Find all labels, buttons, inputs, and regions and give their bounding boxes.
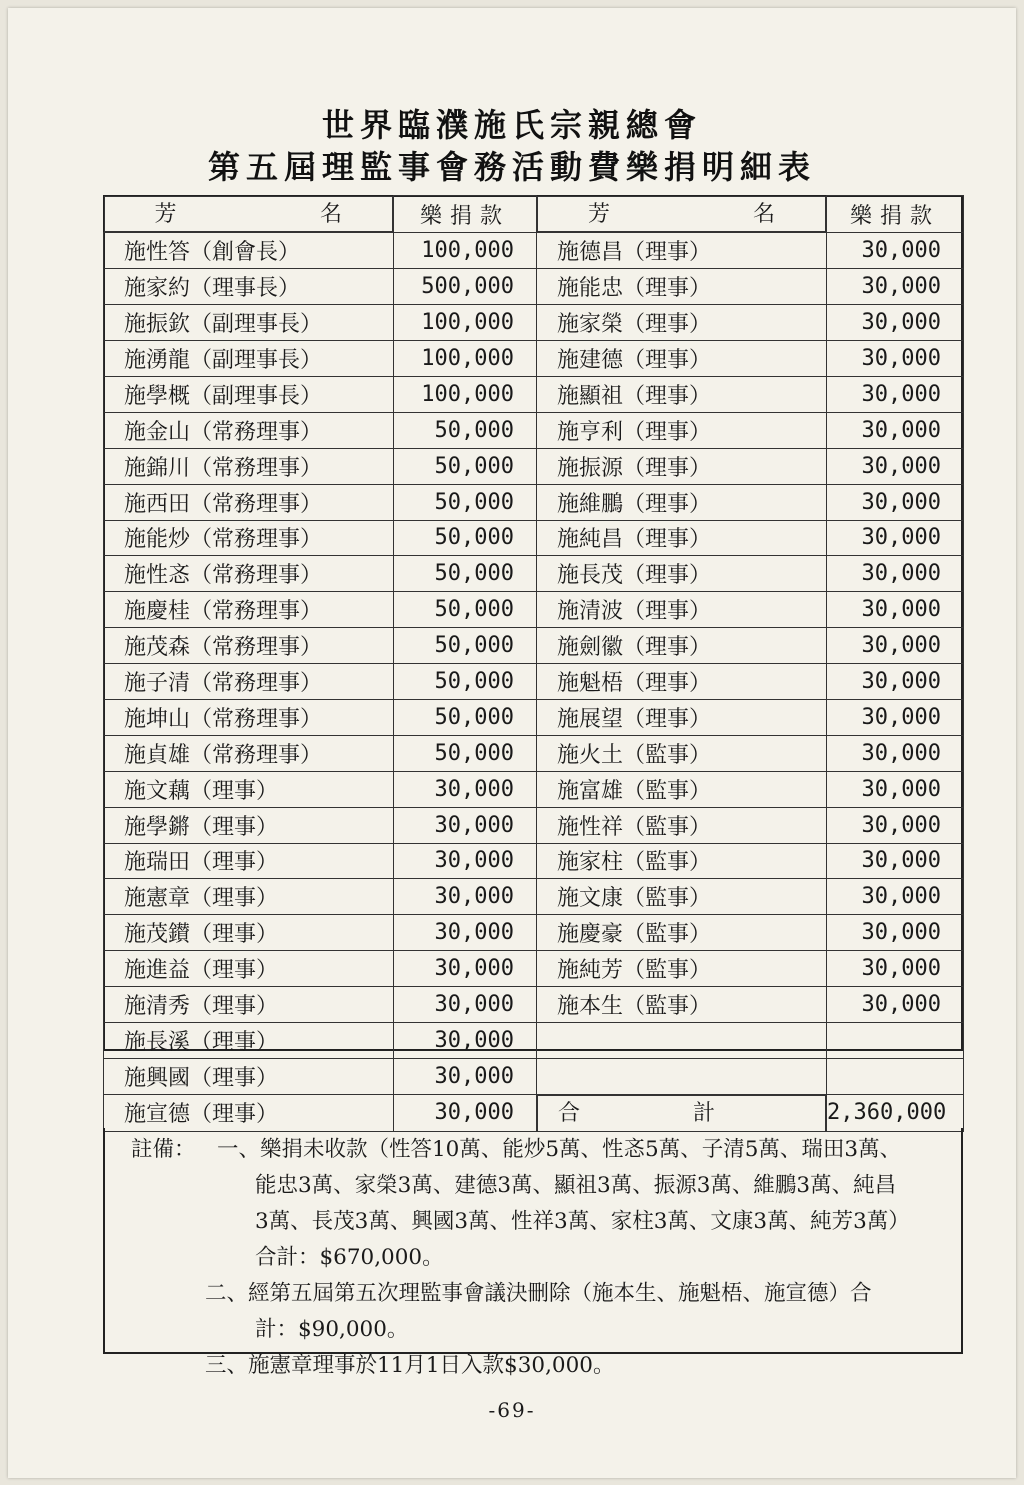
donor-name-right: 施維鵬（理事）: [537, 484, 827, 520]
donation-amount-right: 30,000: [827, 233, 964, 269]
donor-name-left: 施宣德（理事）: [104, 1094, 394, 1131]
donor-name-right: 施清波（理事）: [537, 592, 827, 628]
document-title: 世界臨濮施氏宗親總會: [321, 106, 702, 144]
donation-amount-right: 30,000: [827, 987, 964, 1023]
note-3-line-1: 三、施憲章理事於11月1日入款$30,000。: [205, 1353, 615, 1378]
table-row: [104, 484, 964, 520]
donation-amount-left: 50,000: [394, 628, 537, 664]
header-amount-right: 樂捐款: [827, 196, 964, 233]
donor-name-right: 施家柱（監事）: [537, 843, 827, 879]
document-subtitle: 第五屆理監事會務活動費樂捐明細表: [207, 148, 816, 186]
total-amount: 2,360,000: [827, 1094, 964, 1131]
donor-name-left: 施性答（創會長）: [104, 233, 394, 269]
donation-amount-left: 30,000: [394, 987, 537, 1023]
donor-name-left: 施長溪（理事）: [104, 1022, 394, 1058]
note-2-line-1: 二、經第五屆第五次理監事會議決刪除（施本生、施魁梧、施宣德）合: [205, 1281, 872, 1306]
table-row: [104, 879, 964, 915]
donor-name-left: 施錦川（常務理事）: [104, 448, 394, 484]
table-row: [104, 699, 964, 735]
donation-amount-left: 30,000: [394, 879, 537, 915]
donation-amount-left: 500,000: [394, 269, 537, 305]
table-row: [104, 1058, 964, 1094]
donation-amount-right: 30,000: [827, 951, 964, 987]
note-1-line-2: 能忠3萬、家榮3萬、建德3萬、顯祖3萬、振源3萬、維鵬3萬、純昌: [255, 1173, 897, 1198]
donor-name-right: 施振源（理事）: [537, 448, 827, 484]
donation-amount-right: 30,000: [827, 699, 964, 735]
donation-amount-left: 50,000: [394, 699, 537, 735]
donation-amount-left: 30,000: [394, 843, 537, 879]
donation-amount-left: 30,000: [394, 951, 537, 987]
donation-amount-right: 30,000: [827, 376, 964, 412]
header-name-right: 芳 名: [537, 196, 826, 233]
donor-name-left: 施性忞（常務理事）: [104, 556, 394, 592]
donor-name-left: 施家約（理事長）: [104, 269, 394, 305]
table-row: [104, 556, 964, 592]
donation-amount-right: 30,000: [827, 556, 964, 592]
donation-amount-left: 50,000: [394, 412, 537, 448]
donation-amount-right: [827, 1022, 964, 1058]
donor-name-right: 施長茂（理事）: [537, 556, 827, 592]
table-row: [104, 269, 964, 305]
donor-name-right: 施劍徽（理事）: [537, 628, 827, 664]
donation-amount-right: 30,000: [827, 484, 964, 520]
donation-amount-left: 30,000: [394, 807, 537, 843]
table-row: [104, 412, 964, 448]
table-row: [104, 341, 964, 377]
donation-amount-right: 30,000: [827, 592, 964, 628]
donor-name-left: 施貞雄（常務理事）: [104, 735, 394, 771]
donation-amount-left: 30,000: [394, 915, 537, 951]
table-row: [104, 520, 964, 556]
table-row: [104, 951, 964, 987]
note-2-line-2: 計：$90,000。: [255, 1317, 409, 1342]
donation-amount-left: 50,000: [394, 556, 537, 592]
donation-amount-right: 30,000: [827, 520, 964, 556]
donor-name-left: 施慶桂（常務理事）: [104, 592, 394, 628]
donation-amount-right: 30,000: [827, 879, 964, 915]
donation-amount-left: 30,000: [394, 1094, 537, 1131]
donor-name-right: 施純昌（理事）: [537, 520, 827, 556]
donor-name-left: 施西田（常務理事）: [104, 484, 394, 520]
table-total-row: [104, 1094, 964, 1131]
donation-amount-left: 100,000: [394, 376, 537, 412]
donor-name-left: 施能炒（常務理事）: [104, 520, 394, 556]
donation-amount-left: 100,000: [394, 305, 537, 341]
donor-name-left: 施文藕（理事）: [104, 771, 394, 807]
donation-amount-left: 50,000: [394, 448, 537, 484]
table-header-row: [104, 196, 964, 233]
donor-name-right: 施魁梧（理事）: [537, 664, 827, 700]
table-row: [104, 448, 964, 484]
notes-label: 註備：: [131, 1137, 196, 1162]
donation-amount-left: 100,000: [394, 341, 537, 377]
note-1-line-4: 合計：$670,000。: [255, 1245, 444, 1270]
donor-name-left: 施學概（副理事長）: [104, 376, 394, 412]
donor-name-right: 施性祥（監事）: [537, 807, 827, 843]
donation-amount-left: 50,000: [394, 592, 537, 628]
donor-name-right: [537, 1058, 827, 1094]
table-row: [104, 305, 964, 341]
note-1-line-3: 3萬、長茂3萬、興國3萬、性祥3萬、家柱3萬、文康3萬、純芳3萬）: [255, 1209, 910, 1234]
total-label: 合 計: [537, 1095, 826, 1132]
donor-name-left: 施憲章（理事）: [104, 879, 394, 915]
table-row: [104, 771, 964, 807]
table-row: [104, 987, 964, 1023]
header-amount-left: 樂捐款: [394, 196, 537, 233]
donor-name-right: 施能忠（理事）: [537, 269, 827, 305]
donor-name-right: 施德昌（理事）: [537, 233, 827, 269]
header-name-left: 芳 名: [104, 196, 394, 233]
donor-name-right: 施火土（監事）: [537, 735, 827, 771]
donation-amount-left: 30,000: [394, 1058, 537, 1094]
donation-amount-left: 50,000: [394, 484, 537, 520]
table-row: [104, 664, 964, 700]
donor-name-left: 施茂森（常務理事）: [104, 628, 394, 664]
table-row: [104, 376, 964, 412]
donation-amount-left: 50,000: [394, 520, 537, 556]
donor-name-left: 施湧龍（副理事長）: [104, 341, 394, 377]
donation-amount-right: 30,000: [827, 664, 964, 700]
donor-name-right: 施亨利（理事）: [537, 412, 827, 448]
donor-name-right: [537, 1022, 827, 1058]
donation-amount-right: 30,000: [827, 269, 964, 305]
notes-section: [103, 1128, 963, 1378]
donation-amount-right: 30,000: [827, 412, 964, 448]
donation-table: [103, 195, 964, 1132]
donor-name-left: 施坤山（常務理事）: [104, 699, 394, 735]
donation-amount-left: 30,000: [394, 1022, 537, 1058]
donor-name-right: 施家榮（理事）: [537, 305, 827, 341]
donation-amount-right: 30,000: [827, 735, 964, 771]
note-1-line-1: 一、樂捐未收款（性答10萬、能炒5萬、性忞5萬、子清5萬、瑞田3萬、: [217, 1137, 902, 1162]
donor-name-right: 施慶豪（監事）: [537, 915, 827, 951]
donor-name-right: 施純芳（監事）: [537, 951, 827, 987]
donation-amount-right: 30,000: [827, 843, 964, 879]
table-row: [104, 807, 964, 843]
table-row: [104, 843, 964, 879]
donor-name-left: 施進益（理事）: [104, 951, 394, 987]
donor-name-left: 施瑞田（理事）: [104, 843, 394, 879]
donation-amount-right: 30,000: [827, 341, 964, 377]
donation-amount-left: 30,000: [394, 771, 537, 807]
donation-amount-right: 30,000: [827, 448, 964, 484]
donation-amount-right: 30,000: [827, 915, 964, 951]
table-row: [104, 915, 964, 951]
donor-name-left: 施振欽（副理事長）: [104, 305, 394, 341]
donor-name-right: 施文康（監事）: [537, 879, 827, 915]
table-row: [104, 628, 964, 664]
page-number: -69-: [488, 1398, 536, 1422]
donor-name-left: 施茂鑚（理事）: [104, 915, 394, 951]
table-row: [104, 735, 964, 771]
donor-name-left: 施子清（常務理事）: [104, 664, 394, 700]
donor-name-right: 施本生（監事）: [537, 987, 827, 1023]
donation-amount-right: 30,000: [827, 628, 964, 664]
donor-name-left: 施金山（常務理事）: [104, 412, 394, 448]
donor-name-right: 施顯祖（理事）: [537, 376, 827, 412]
donor-name-right: 施建德（理事）: [537, 341, 827, 377]
table-row: [104, 1022, 964, 1058]
donation-amount-right: [827, 1058, 964, 1094]
donation-amount-left: 50,000: [394, 664, 537, 700]
donation-amount-left: 100,000: [394, 233, 537, 269]
donor-name-left: 施學鏘（理事）: [104, 807, 394, 843]
donation-amount-right: 30,000: [827, 771, 964, 807]
table-row: [104, 592, 964, 628]
donor-name-right: 施富雄（監事）: [537, 771, 827, 807]
donor-name-left: 施興國（理事）: [104, 1058, 394, 1094]
donation-amount-right: 30,000: [827, 305, 964, 341]
donation-amount-right: 30,000: [827, 807, 964, 843]
table-row: [104, 233, 964, 269]
donor-name-right: 施展望（理事）: [537, 699, 827, 735]
donation-amount-left: 50,000: [394, 735, 537, 771]
donor-name-left: 施清秀（理事）: [104, 987, 394, 1023]
